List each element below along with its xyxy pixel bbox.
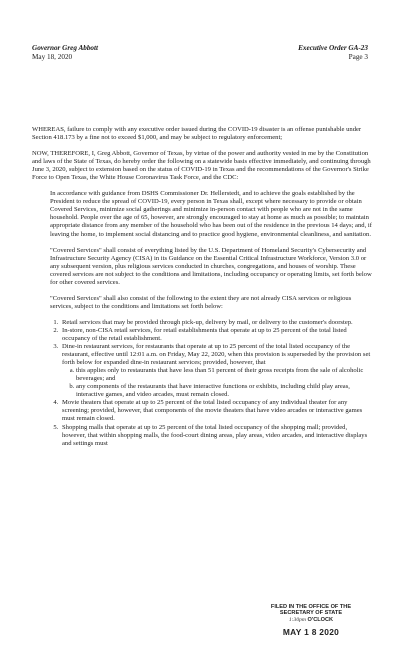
list-item	[60, 319, 372, 327]
header-right	[298, 44, 368, 62]
list-item-text: Shopping malls that operate at up to 25 percent of the total listed occupancy of the shopping mall; provided, however, that within shopping malls, the food-court dining areas, play areas, video arcades, and interactive displays and settings must	[62, 423, 368, 447]
covered-services-additional-paragraph: "Covered Services" shall also consist of the following to the extent they are not already CISA services or religious services, subject to the conditions and limitations set forth below:	[50, 294, 352, 310]
covered-services-paragraph: "Covered Services" shall consist of everything listed by the U.S. Department of Homeland Security's Cybersecurity and Infrastructure Security Agency (CISA) in its Guidance on the Essential Critical Infrastructure Workforce, Version 3.0 or any subsequent version, plus religious services conducted in churches, congregations, and houses of worship. These covered services are not subject to the conditions and limitations, including occupancy or operating limits, set forth below for other covered services.	[50, 246, 372, 286]
page-number: Page 3	[348, 53, 368, 61]
now-therefore-paragraph: NOW, THEREFORE, I, Greg Abbott, Governor of Texas, by virtue of the power and authority vested in me by the Constitution and laws of the State of Texas, do hereby order the following on a statewide basis effective immediately, and continuing through June 3, 2020, subject to extension based on the status of COVID-19 in Texas and the recommendations of the Governor's Strike Force to Open Texas, the White House Coronavirus Task Force, and the CDC:	[32, 150, 371, 182]
list-item	[60, 343, 372, 399]
sub-list-item-text: this applies only to restaurants that have less than 51 percent of their gross receipts from the sale of alcoholic beverages; and	[76, 367, 364, 383]
list-item	[60, 424, 372, 448]
governor-name: Governor Greg Abbott	[32, 44, 99, 52]
list-item	[60, 399, 372, 423]
filing-stamp	[246, 604, 376, 636]
list-item-text: Movie theaters that operate at up to 25 percent of the total listed occupancy of any individual theater for any screening; provided, however, that components of the movie theaters that have video arcades or interactive games must remain closed.	[62, 399, 363, 423]
stamp-date: MAY 1 8 2020	[282, 627, 340, 638]
stamp-signature: 1:30pm	[288, 616, 306, 623]
order-date: May 18, 2020	[32, 53, 73, 61]
sub-list-item	[76, 367, 372, 383]
dshs-guidance-paragraph: In accordance with guidance from DSHS Commissioner Dr. Hellerstedt, and to achieve the goals established by the President to reduce the spread of COVID-19, every person in Texas shall, except where necessary to provide or obtain Covered Services, minimize social gatherings and minimize in-person contact with people who are not in the same household. People over the age of 65, however, are strongly encouraged to stay at home as much as possible; to maintain appropriate distance from any member of the household who has been out of the residence in the previous 14 days; and, if leaving the home, to implement social distancing and to practice good hygiene, environmental cleanliness, and sanitation.	[50, 190, 372, 238]
stamp-line-2: SECRETARY OF STATE	[279, 610, 343, 617]
list-item	[60, 327, 372, 343]
stamp-oclock: O'CLOCK	[307, 616, 334, 623]
header-left	[32, 44, 98, 62]
stamp-line-3	[246, 617, 376, 623]
list-item-text: Dine-in restaurant services, for restaurants that operate at up to 25 percent of the total listed occupancy of the restaurant, effective until 12:01 a.m. on Friday, May 22, 2020, when this provision is superseded by the provision set forth below for expanded dine-in restaurant services; provided, however, that	[62, 343, 371, 367]
stamp-line-1: FILED IN THE OFFICE OF THE	[270, 604, 352, 610]
whereas-paragraph: WHEREAS, failure to comply with any executive order issued during the COVID-19 disaster is an offense punishable under Section 418.173 by a fine not to exceed $1,000, and may be subject to regulatory enforcement;	[32, 126, 362, 142]
covered-services-list	[32, 319, 372, 448]
order-number: Executive Order GA-23	[298, 44, 368, 52]
sub-list-item-text: any components of the restaurants that have interactive functions or exhibits, including child play areas, interactive games, and video arcades, must remain closed.	[76, 383, 350, 399]
sub-list	[62, 367, 372, 399]
document-body	[32, 126, 372, 448]
list-item-text: Retail services that may be provided through pick-up, delivery by mail, or delivery to the customer's doorstep.	[62, 318, 353, 326]
sub-list-item	[76, 383, 372, 399]
list-item-text: In-store, non-CISA retail services, for retail establishments that operate at up to 25 percent of the total listed occupancy of the retail establishment.	[62, 326, 347, 342]
